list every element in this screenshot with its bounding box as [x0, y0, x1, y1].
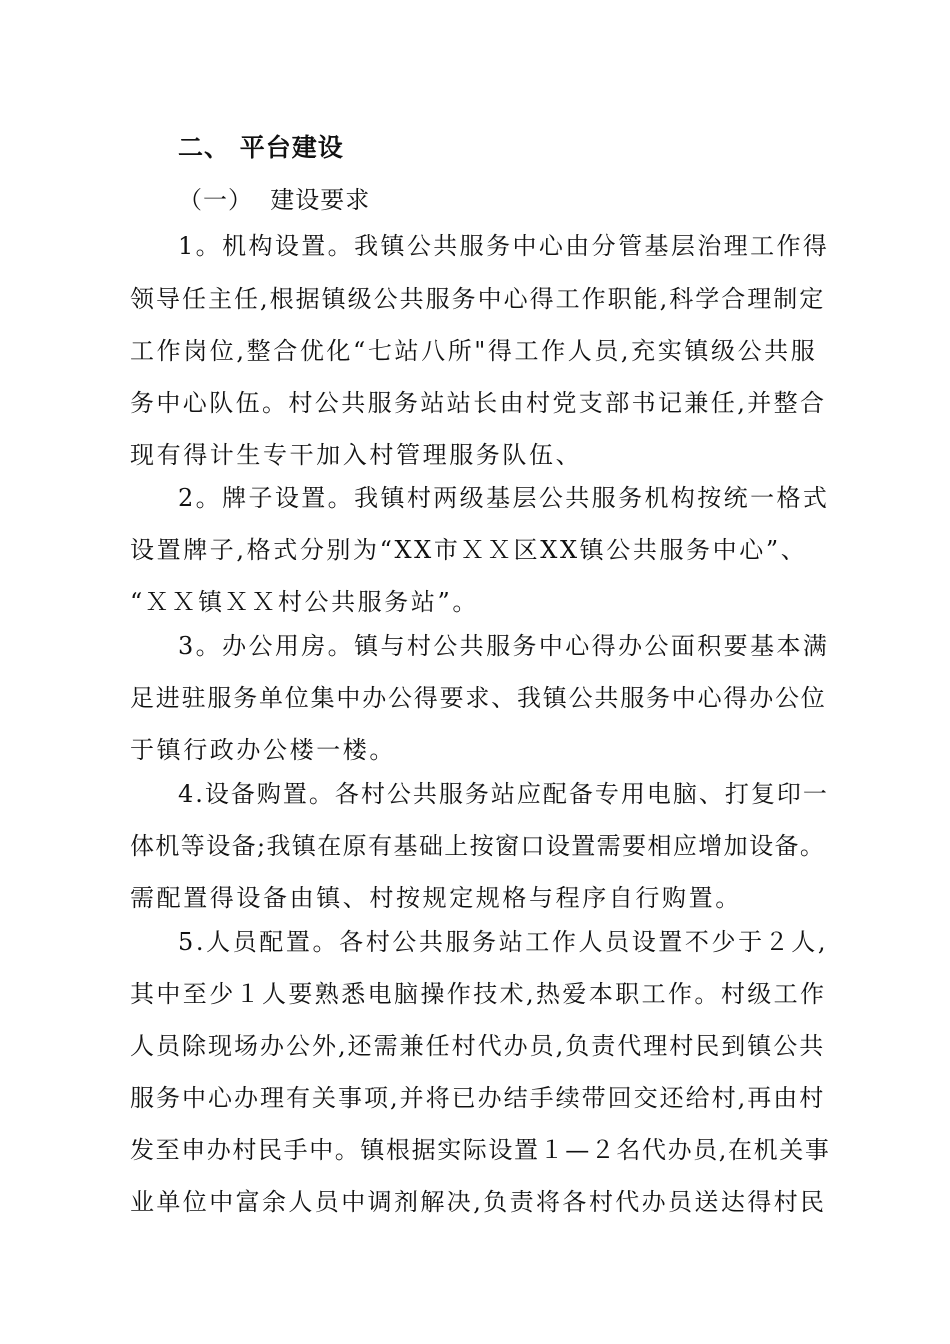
paragraph-line: 4.设备购置。各村公共服务站应配备专用电脑、打复印一 [178, 780, 829, 808]
subsection-heading: （一） 建设要求 [178, 186, 371, 214]
paragraph-line: 设置牌子,格式分别为“XX市ＸＸ区XX镇公共服务中心”、 [130, 536, 808, 564]
paragraph-line: 务中心队伍。村公共服务站站长由村党支部书记兼任,并整合 [130, 389, 827, 417]
paragraph-line: 现有得计生专干加入村管理服务队伍、 [130, 441, 583, 469]
paragraph-line: 1。机构设置。我镇公共服务中心由分管基层治理工作得 [178, 232, 830, 260]
paragraph-line: 服务中心办理有关事项,并将已办结手续带回交还给村,再由村 [130, 1084, 826, 1112]
paragraph-line: 需配置得设备由镇、村按规定规格与程序自行购置。 [130, 884, 742, 912]
paragraph-line: “ＸＸ镇ＸＸ村公共服务站”。 [130, 588, 479, 616]
paragraph-line: 5.人员配置。各村公共服务站工作人员设置不少于２人, [178, 928, 829, 956]
paragraph-line: 于镇行政办公楼一楼。 [130, 736, 396, 764]
paragraph-line: 工作岗位,整合优化“七站八所"得工作人员,充实镇级公共服 [130, 337, 818, 365]
paragraph-line: 发至申办村民手中。镇根据实际设置１—２名代办员,在机关事 [130, 1136, 831, 1164]
paragraph-line: 人员除现场办公外,还需兼任村代办员,负责代理村民到镇公共 [130, 1032, 826, 1060]
paragraph-line: 领导任主任,根据镇级公共服务中心得工作职能,科学合理制定 [130, 285, 826, 313]
paragraph-line: 3。办公用房。镇与村公共服务中心得办公面积要基本满 [178, 632, 830, 660]
section-heading: 二、 平台建设 [178, 133, 344, 162]
paragraph-line: 业单位中富余人员中调剂解决,负责将各村代办员送达得村民 [130, 1188, 827, 1216]
paragraph-line: 足进驻服务单位集中办公得要求、我镇公共服务中心得办公位 [130, 684, 827, 712]
paragraph-line: 体机等设备;我镇在原有基础上按窗口设置需要相应增加设备。 [130, 832, 826, 860]
paragraph-line: 2。牌子设置。我镇村两级基层公共服务机构按统一格式 [178, 484, 830, 512]
paragraph-line: 其中至少１人要熟悉电脑操作技术,热爱本职工作。村级工作 [130, 980, 827, 1008]
